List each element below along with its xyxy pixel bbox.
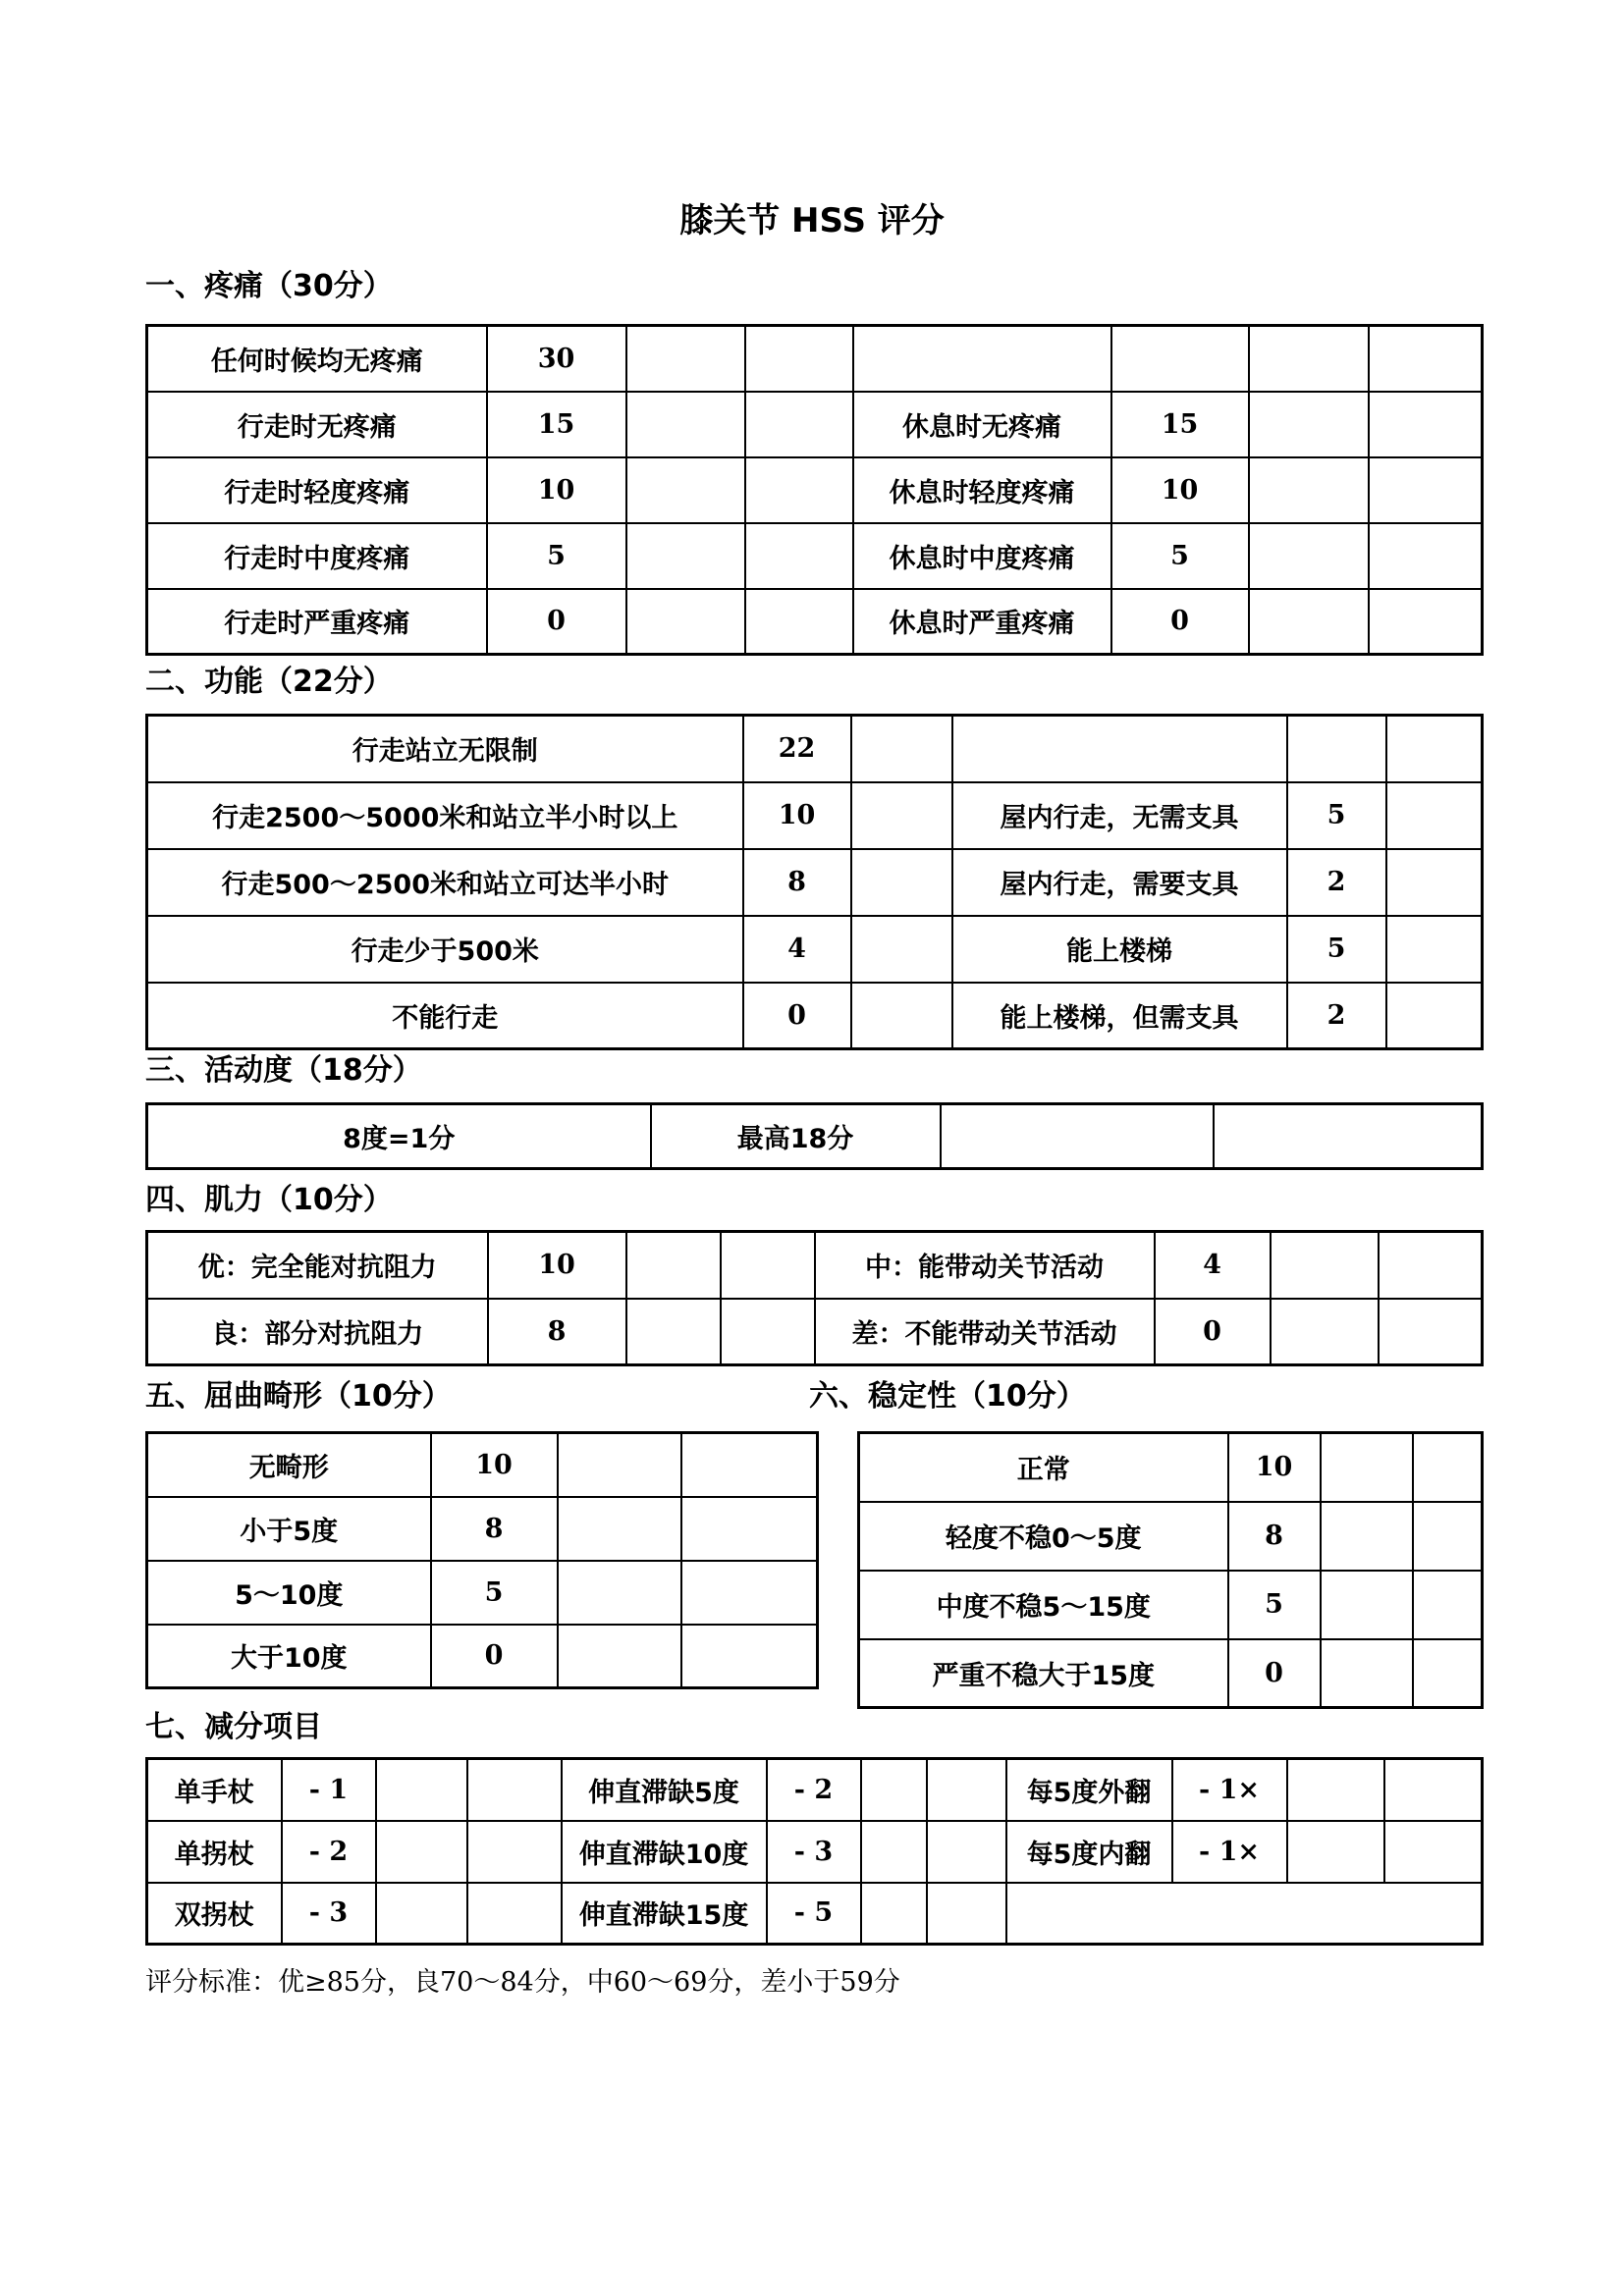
fill-cell xyxy=(558,1433,681,1497)
fill-cell xyxy=(721,1232,815,1299)
label-cell: 良：部分对抗阻力 xyxy=(147,1299,488,1365)
fill-cell xyxy=(626,523,745,589)
table-row xyxy=(147,849,1483,916)
fill-cell xyxy=(376,1883,467,1945)
score-cell: 2 xyxy=(1287,983,1386,1049)
label-cell: 大于10度 xyxy=(147,1625,431,1688)
fill-cell xyxy=(1386,782,1483,849)
fill-cell xyxy=(745,392,853,457)
fill-cell xyxy=(1369,457,1483,523)
table-row xyxy=(147,1232,1483,1299)
table-row xyxy=(147,916,1483,983)
flexion-table xyxy=(145,1431,819,1689)
score-cell: - 3 xyxy=(282,1883,376,1945)
function-table xyxy=(145,714,1484,1050)
fill-cell xyxy=(1379,1299,1483,1365)
score-cell: 8 xyxy=(488,1299,626,1365)
muscle-table xyxy=(145,1230,1484,1366)
fill-cell xyxy=(1369,589,1483,655)
score-cell: 0 xyxy=(431,1625,558,1688)
fill-cell xyxy=(558,1561,681,1625)
label-cell: 8度=1分 xyxy=(147,1104,651,1169)
heading-flexion: 五、屈曲畸形（10分） xyxy=(145,1379,452,1414)
score-cell: 2 xyxy=(1287,849,1386,916)
fill-cell xyxy=(1321,1639,1413,1708)
fill-cell xyxy=(1413,1571,1483,1639)
score-cell: 4 xyxy=(743,916,851,983)
fill-cell xyxy=(851,716,952,782)
score-cell: 10 xyxy=(431,1433,558,1497)
table-row xyxy=(147,1561,818,1625)
fill-cell xyxy=(558,1497,681,1561)
fill-cell xyxy=(861,1759,927,1821)
fill-cell xyxy=(745,523,853,589)
fill-cell xyxy=(1249,523,1369,589)
fill-cell xyxy=(745,457,853,523)
table-row xyxy=(859,1571,1483,1639)
rom-table xyxy=(145,1102,1484,1170)
score-cell: - 1 xyxy=(282,1759,376,1821)
pain-table xyxy=(145,324,1484,656)
score-cell: 0 xyxy=(487,589,626,655)
table-row xyxy=(147,326,1483,392)
fill-cell xyxy=(1386,716,1483,782)
fill-cell xyxy=(941,1104,1214,1169)
fill-cell xyxy=(626,392,745,457)
fill-cell xyxy=(927,1883,1006,1945)
score-cell: - 2 xyxy=(282,1821,376,1883)
fill-cell xyxy=(1384,1759,1483,1821)
score-cell: 5 xyxy=(431,1561,558,1625)
fill-cell xyxy=(1369,326,1483,392)
fill-cell xyxy=(861,1883,927,1945)
fill-cell xyxy=(376,1821,467,1883)
table-row xyxy=(147,1821,1483,1883)
table-row xyxy=(147,1625,818,1688)
label-cell: 休息时轻度疼痛 xyxy=(853,457,1111,523)
score-cell: 15 xyxy=(1111,392,1249,457)
label-cell: 每5度外翻 xyxy=(1006,1759,1172,1821)
fill-cell xyxy=(1287,1759,1384,1821)
label-cell: 优：完全能对抗阻力 xyxy=(147,1232,488,1299)
heading-muscle: 四、肌力（10分） xyxy=(145,1183,393,1217)
heading-deduction: 七、减分项目 xyxy=(145,1710,322,1744)
fill-cell xyxy=(1249,326,1369,392)
fill-cell xyxy=(1271,1232,1379,1299)
fill-cell xyxy=(626,457,745,523)
score-cell: 5 xyxy=(1111,523,1249,589)
fill-cell xyxy=(1321,1571,1413,1639)
fill-cell xyxy=(1287,1821,1384,1883)
score-cell: 5 xyxy=(1287,916,1386,983)
score-cell: 8 xyxy=(1228,1502,1321,1571)
score-cell: 0 xyxy=(1228,1639,1321,1708)
label-cell: 双拐杖 xyxy=(147,1883,282,1945)
table-row xyxy=(147,457,1483,523)
label-cell: 5～10度 xyxy=(147,1561,431,1625)
fill-cell xyxy=(626,1232,721,1299)
fill-cell xyxy=(745,326,853,392)
table-row xyxy=(859,1433,1483,1502)
fill-cell xyxy=(1249,589,1369,655)
label-cell: 轻度不稳0～5度 xyxy=(859,1502,1228,1571)
stability-table xyxy=(857,1431,1484,1709)
label-cell: 屋内行走，需要支具 xyxy=(952,849,1287,916)
fill-cell xyxy=(1386,983,1483,1049)
fill-cell xyxy=(927,1759,1006,1821)
score-cell: - 3 xyxy=(767,1821,861,1883)
label-cell: 行走站立无限制 xyxy=(147,716,743,782)
fill-cell xyxy=(467,1821,562,1883)
label-cell: 休息时中度疼痛 xyxy=(853,523,1111,589)
score-cell: - 2 xyxy=(767,1759,861,1821)
score-cell: 0 xyxy=(743,983,851,1049)
fill-cell xyxy=(626,589,745,655)
label-cell: 最高18分 xyxy=(651,1104,941,1169)
fill-cell xyxy=(1413,1433,1483,1502)
table-row xyxy=(859,1502,1483,1571)
table-row xyxy=(147,1104,1483,1169)
table-row xyxy=(147,1883,1483,1945)
label-cell: 行走时轻度疼痛 xyxy=(147,457,487,523)
fill-cell xyxy=(1386,916,1483,983)
fill-cell xyxy=(851,849,952,916)
fill-cell xyxy=(1249,392,1369,457)
label-cell: 行走少于500米 xyxy=(147,916,743,983)
heading-function: 二、功能（22分） xyxy=(145,665,393,699)
score-cell: 4 xyxy=(1155,1232,1271,1299)
fill-cell xyxy=(851,916,952,983)
score-cell: 0 xyxy=(1155,1299,1271,1365)
fill-cell xyxy=(1271,1299,1379,1365)
label-cell: 伸直滞缺15度 xyxy=(562,1883,767,1945)
fill-cell xyxy=(861,1821,927,1883)
fill-cell xyxy=(1214,1104,1483,1169)
score-cell: 5 xyxy=(487,523,626,589)
fill-cell xyxy=(626,326,745,392)
label-cell: 中度不稳5～15度 xyxy=(859,1571,1228,1639)
table-row xyxy=(147,1433,818,1497)
label-cell: 任何时候均无疼痛 xyxy=(147,326,487,392)
table-row xyxy=(147,716,1483,782)
label-cell: 能上楼梯，但需支具 xyxy=(952,983,1287,1049)
label-cell: 小于5度 xyxy=(147,1497,431,1561)
fill-cell xyxy=(721,1299,815,1365)
fill-cell xyxy=(851,782,952,849)
table-row xyxy=(147,1759,1483,1821)
label-cell: 能上楼梯 xyxy=(952,916,1287,983)
score-cell: 5 xyxy=(1287,782,1386,849)
score-cell xyxy=(1111,326,1249,392)
fill-cell xyxy=(1413,1639,1483,1708)
fill-cell xyxy=(467,1883,562,1945)
label-cell: 伸直滞缺5度 xyxy=(562,1759,767,1821)
fill-cell xyxy=(681,1561,818,1625)
label-cell: 差：不能带动关节活动 xyxy=(815,1299,1155,1365)
label-cell: 单拐杖 xyxy=(147,1821,282,1883)
fill-cell xyxy=(681,1433,818,1497)
score-cell: 10 xyxy=(488,1232,626,1299)
score-cell: 30 xyxy=(487,326,626,392)
score-cell: 10 xyxy=(1111,457,1249,523)
score-cell: 8 xyxy=(743,849,851,916)
label-cell: 屋内行走，无需支具 xyxy=(952,782,1287,849)
table-row xyxy=(147,589,1483,655)
fill-cell xyxy=(1413,1502,1483,1571)
score-cell: 5 xyxy=(1228,1571,1321,1639)
score-cell xyxy=(1287,716,1386,782)
heading-stability: 六、稳定性（10分） xyxy=(809,1379,1086,1414)
label-cell: 严重不稳大于15度 xyxy=(859,1639,1228,1708)
fill-cell xyxy=(1321,1502,1413,1571)
score-cell: 10 xyxy=(487,457,626,523)
label-cell: 不能行走 xyxy=(147,983,743,1049)
table-row xyxy=(147,523,1483,589)
label-cell: 行走2500～5000米和站立半小时以上 xyxy=(147,782,743,849)
label-cell: 无畸形 xyxy=(147,1433,431,1497)
heading-rom: 三、活动度（18分） xyxy=(145,1053,422,1088)
table-row xyxy=(859,1639,1483,1708)
fill-cell xyxy=(1384,1821,1483,1883)
fill-cell xyxy=(1249,457,1369,523)
fill-cell xyxy=(1369,523,1483,589)
fill-cell xyxy=(1379,1232,1483,1299)
fill-cell xyxy=(681,1625,818,1688)
label-cell: 行走时无疼痛 xyxy=(147,392,487,457)
label-cell: 行走时中度疼痛 xyxy=(147,523,487,589)
table-row xyxy=(147,392,1483,457)
scoring-criteria-note: 评分标准：优≥85分，良70～84分，中60～69分，差小于59分 xyxy=(145,1967,900,1998)
score-cell: 22 xyxy=(743,716,851,782)
table-row xyxy=(147,1299,1483,1365)
page-title: 膝关节 HSS 评分 xyxy=(679,201,945,240)
score-cell: - 1× xyxy=(1172,1759,1287,1821)
deduction-table xyxy=(145,1757,1484,1946)
fill-cell xyxy=(376,1759,467,1821)
score-cell: - 5 xyxy=(767,1883,861,1945)
fill-cell xyxy=(1369,392,1483,457)
table-row xyxy=(147,1497,818,1561)
merged-blank-cell xyxy=(1006,1883,1483,1945)
fill-cell xyxy=(681,1497,818,1561)
table-row xyxy=(147,782,1483,849)
label-cell: 正常 xyxy=(859,1433,1228,1502)
label-cell: 休息时严重疼痛 xyxy=(853,589,1111,655)
score-cell: 10 xyxy=(743,782,851,849)
label-cell: 伸直滞缺10度 xyxy=(562,1821,767,1883)
label-cell: 中：能带动关节活动 xyxy=(815,1232,1155,1299)
fill-cell xyxy=(467,1759,562,1821)
heading-pain: 一、疼痛（30分） xyxy=(145,269,393,303)
table-row xyxy=(147,983,1483,1049)
label-cell xyxy=(853,326,1111,392)
fill-cell xyxy=(626,1299,721,1365)
score-cell: 0 xyxy=(1111,589,1249,655)
score-cell: 15 xyxy=(487,392,626,457)
score-cell: - 1× xyxy=(1172,1821,1287,1883)
fill-cell xyxy=(745,589,853,655)
label-cell: 行走时严重疼痛 xyxy=(147,589,487,655)
score-cell: 10 xyxy=(1228,1433,1321,1502)
fill-cell xyxy=(558,1625,681,1688)
label-cell: 休息时无疼痛 xyxy=(853,392,1111,457)
fill-cell xyxy=(927,1821,1006,1883)
label-cell: 单手杖 xyxy=(147,1759,282,1821)
fill-cell xyxy=(1321,1433,1413,1502)
label-cell: 行走500～2500米和站立可达半小时 xyxy=(147,849,743,916)
fill-cell xyxy=(1386,849,1483,916)
fill-cell xyxy=(851,983,952,1049)
score-cell: 8 xyxy=(431,1497,558,1561)
label-cell: 每5度内翻 xyxy=(1006,1821,1172,1883)
label-cell xyxy=(952,716,1287,782)
